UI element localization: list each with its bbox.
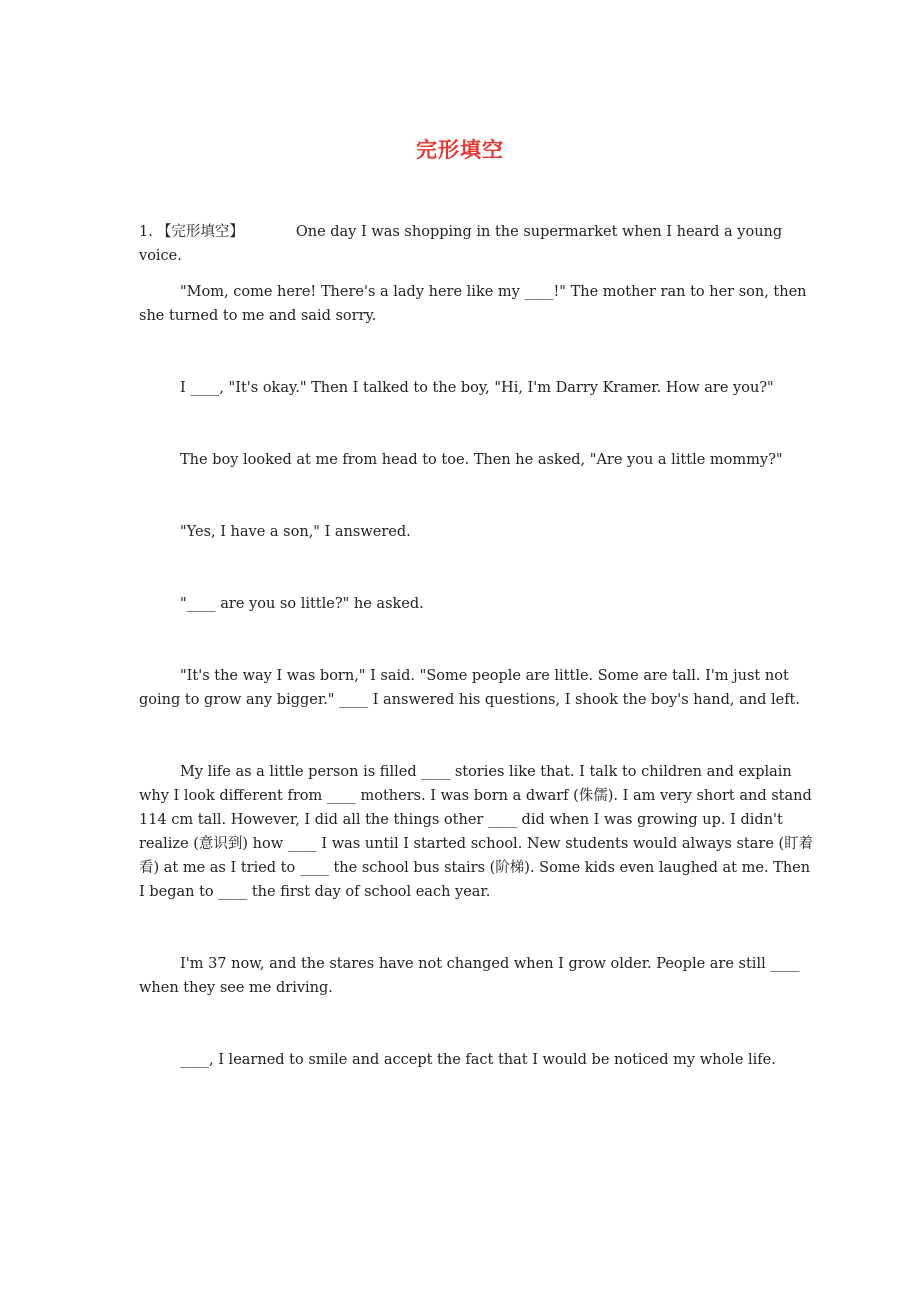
passage-paragraph: I ____, "It's okay." Then I talked to the boy, "Hi, I'm Darry Kramer. How are you?" — [180, 380, 774, 396]
question-intro — [139, 220, 820, 268]
passage-paragraph: "Mom, come here! There's a lady here like my ____!" The mother ran to her son, then she turned to me and said sorry. — [139, 284, 807, 324]
question-first-line: One day I was shopping in the supermarket when I heard a young voice. — [139, 224, 783, 264]
passage-paragraph: ____, I learned to smile and accept the fact that I would be noticed my whole life. — [180, 1052, 776, 1068]
passage-paragraph: "Yes, I have a son," I answered. — [180, 524, 411, 540]
question-type-tag: 【完形填空】 — [156, 224, 244, 240]
passage-paragraph: "It's the way I was born," I said. "Some people are little. Some are tall. I'm just not going to grow any bigger." ____ I answered his questions, I shook the boy's hand, and left. — [139, 668, 800, 708]
passage-paragraph: The boy looked at me from head to toe. Then he asked, "Are you a little mommy?" — [180, 452, 783, 468]
document-title: 完形填空 — [416, 137, 504, 162]
passage-paragraph: I'm 37 now, and the stares have not changed when I grow older. People are still ____ when they see me driving. — [139, 956, 800, 996]
question-number: 1. — [139, 224, 153, 240]
cloze-passage — [139, 220, 820, 1072]
passage-paragraph: "____ are you so little?" he asked. — [180, 596, 424, 612]
passage-paragraph: My life as a little person is filled ____ stories like that. I talk to children and explain why I look different from ____ mothers. I was born a dwarf (侏儒). I am very short and stand 114 cm tall. However, I did all the things other ____ did when I was growing up. I didn't realize (意识到) how ____ I was until I started school. New students would always stare (盯着看) at me as I tried to ____ the school bus stairs (阶梯). Some kids even laughed at me. Then I began to ____ the first day of school each year. — [139, 764, 814, 900]
